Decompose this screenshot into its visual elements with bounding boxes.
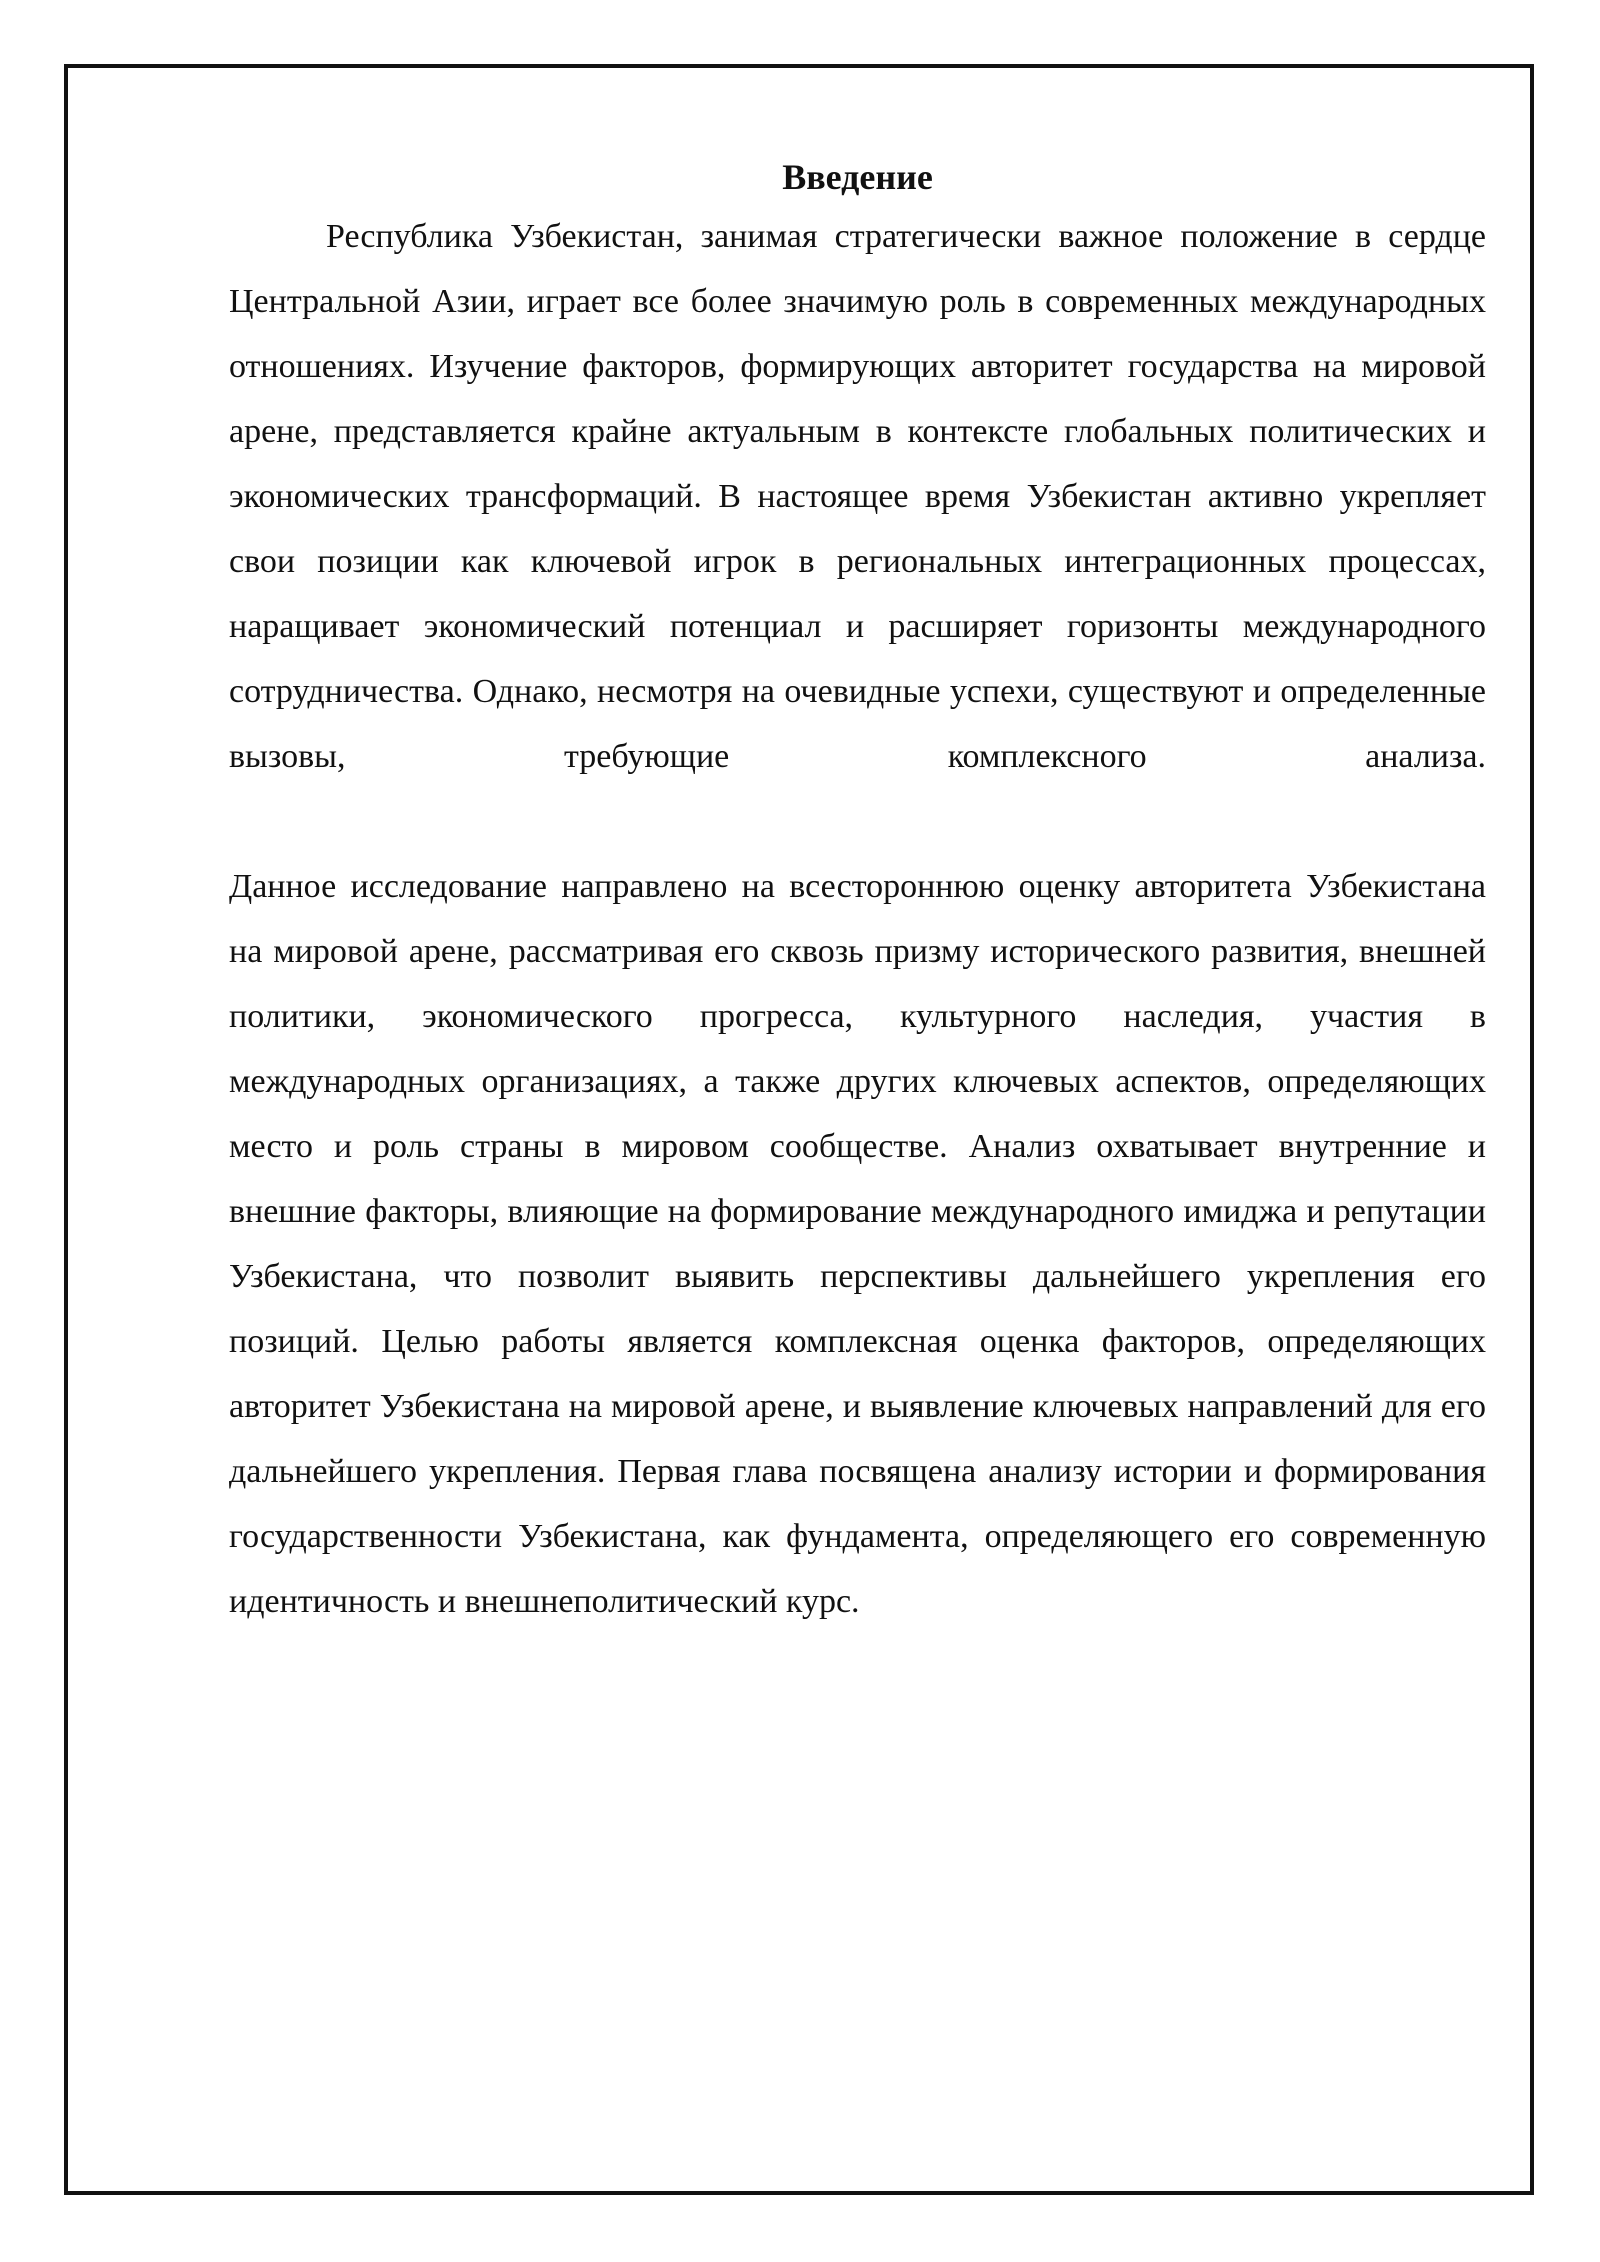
section-title: Введение — [782, 157, 933, 197]
paragraph-gap — [229, 789, 1486, 854]
document-body — [229, 150, 1486, 1634]
intro-paragraph-2: Данное исследование направлено на всестороннюю оценку авторитета Узбекистана на мировой арене, рассматривая его сквозь призму исторического развития, внешней политики, экономического прогресса, культурного наследия, участия в международных организациях, а также других ключевых аспектов, определяющих место и роль страны в мировом сообществе. Анализ охватывает внутренние и внешние факторы, влияющие на формирование международного имиджа и репутации Узбекистана, что позволит выявить перспективы дальнейшего укрепления его позиций. Целью работы является комплексная оценка факторов, определяющих авторитет Узбекистана на мировой арене, и выявление ключевых направлений для его дальнейшего укрепления. Первая глава посвящена анализу истории и формирования государственности Узбекистана, как фундамента, определяющего его современную идентичность и внешнеполитический курс. — [229, 868, 1486, 1620]
intro-paragraph-1: Республика Узбекистан, занимая стратегически важное положение в сердце Центральной Азии, играет все более значимую роль в современных международных отношениях. Изучение факторов, формирующих авторитет государства на мировой арене, представляется крайне актуальным в контексте глобальных политических и экономических трансформаций. В настоящее время Узбекистан активно укрепляет свои позиции как ключевой игрок в региональных интеграционных процессах, наращивает экономический потенциал и расширяет горизонты международного сотрудничества. Однако, несмотря на очевидные успехи, существуют и определенные вызовы, требующие комплексного анализа. — [229, 218, 1486, 775]
